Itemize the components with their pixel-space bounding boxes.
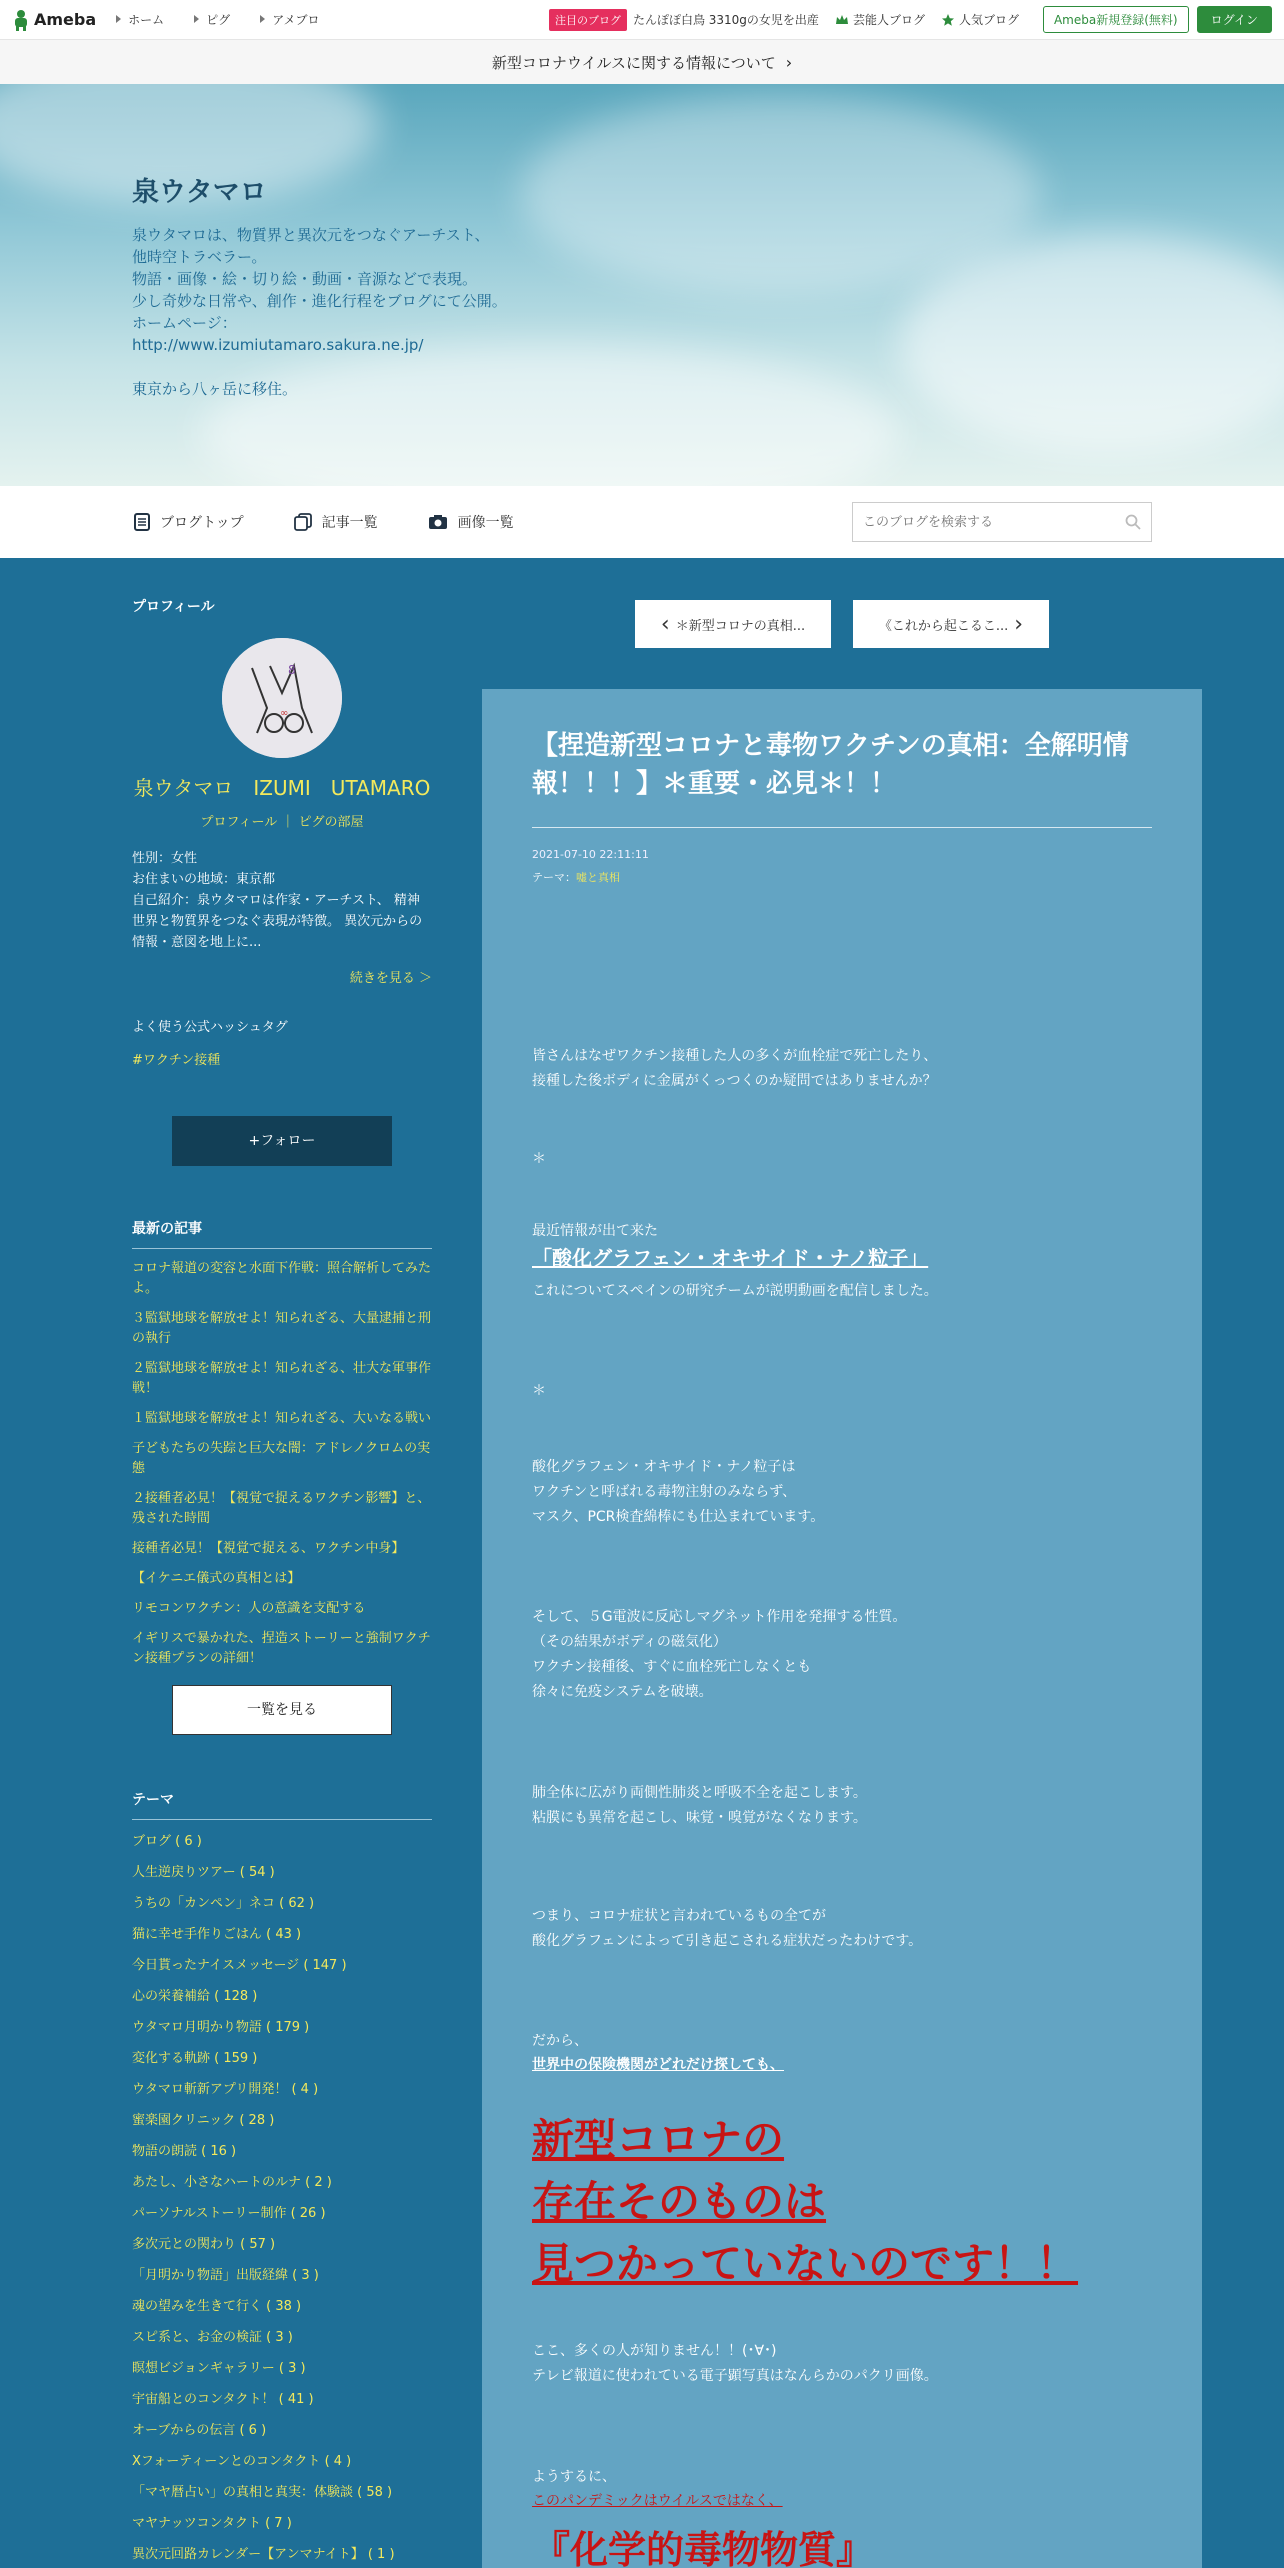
blog-tab-nav <box>0 486 1284 558</box>
article-highlight: 見つかっていないのです！！ <box>532 2239 1079 2288</box>
document-icon <box>134 513 150 531</box>
recent-article-link[interactable]: 子どもたちの失踪と巨大な闇：アドレノクロムの実態 <box>132 1441 431 1476</box>
recent-article-link[interactable]: ３監獄地球を解放せよ！知られざる、大量逮捕と刑の執行 <box>132 1311 432 1346</box>
logo-text: Ameba <box>34 10 97 29</box>
theme-link[interactable]: 人生逆戻りツアー ( 54 ) <box>132 1865 275 1880</box>
tab-image-list[interactable] <box>428 512 514 532</box>
recent-article-link[interactable]: ２接種者必見！【視覚で捉えるワクチン影響】と、残された時間 <box>132 1491 431 1526</box>
article-paragraph: 最近情報が出て来た <box>532 1223 658 1239</box>
covid-info-text: 新型コロナウイルスに関する情報について <box>491 53 776 72</box>
theme-link[interactable]: ウタマロ月明かり物語 ( 179 ) <box>132 2020 310 2035</box>
header-right <box>549 6 1272 33</box>
article-paragraph: ようするに、 <box>532 2469 616 2485</box>
view-all-button[interactable]: 一覧を見る <box>172 1685 392 1735</box>
avatar[interactable] <box>222 638 342 758</box>
recent-article-link[interactable]: ２監獄地球を解放せよ！知られざる、壮大な軍事作戦！ <box>132 1361 432 1396</box>
chevron-left-icon: ‹ <box>660 611 670 637</box>
article-highlight: 存在そのものは <box>532 2177 827 2226</box>
tab-blog-top-label: ブログトップ <box>160 515 244 531</box>
article-date: 2021-07-10 22:11:11 <box>532 848 649 861</box>
theme-link[interactable]: パーソナルストーリー制作 ( 26 ) <box>132 2206 326 2221</box>
article-highlight: 新型コロナの <box>532 2115 785 2164</box>
theme-link[interactable]: Xフォーティーンとのコンタクト ( 4 ) <box>132 2454 352 2469</box>
theme-section-title: テーマ <box>132 1789 432 1820</box>
recent-article-link[interactable]: イギリスで暴かれた、捏造ストーリーと強制ワクチン接種プランの詳細！ <box>132 1631 431 1666</box>
crown-icon <box>835 13 849 27</box>
nav-ameblo[interactable]: アメブロ <box>260 11 319 28</box>
covid-info-bar[interactable] <box>0 40 1284 84</box>
theme-link[interactable]: あたし、小さなハートのルナ ( 2 ) <box>132 2175 332 2190</box>
theme-link[interactable]: 心の栄養補給 ( 128 ) <box>132 1989 258 2004</box>
login-button[interactable]: ログイン <box>1197 6 1272 33</box>
article-paragraph: そして、５G電波に反応しマグネット作用を発揮する性質。 （その結果がボディの磁気化） ワクチン接種後、すぐに血栓死亡しなくとも 徐々に免疫システムを破壊。 <box>532 1609 907 1700</box>
recent-article-link[interactable]: コロナ報道の変容と水面下作戦：照合解析してみたよ。 <box>132 1261 432 1296</box>
star-icon <box>941 13 955 27</box>
camera-icon <box>428 514 448 530</box>
article-title[interactable]: 【捏造新型コロナと毒物ワクチンの真相：全解明情報！！！】＊重要・必見＊！！ <box>532 727 1152 828</box>
sidebar <box>132 596 432 2568</box>
recent-article-link[interactable]: リモコンワクチン：人の意識を支配する <box>132 1601 366 1616</box>
profile-name[interactable]: 泉ウタマロ IZUMI UTAMARO <box>133 776 431 800</box>
recent-article-link[interactable]: １監獄地球を解放せよ！知られざる、大いなる戦い <box>132 1411 432 1426</box>
theme-link[interactable]: 蜜楽園クリニック ( 28 ) <box>132 2113 275 2128</box>
theme-link[interactable]: オーブからの伝言 ( 6 ) <box>132 2423 267 2438</box>
blog-header <box>0 84 1284 486</box>
article-paragraph: ここ、多くの人が知りません！！(･∀･) テレビ報道に使われている電子顕写真はなんらかのパクリ画像。 <box>532 2343 938 2384</box>
tab-blog-top[interactable] <box>134 512 244 532</box>
blog-search-input[interactable] <box>863 515 1125 530</box>
chevron-right-icon: › <box>1014 611 1024 637</box>
global-header <box>0 0 1284 40</box>
signup-button[interactable]: Ameba新規登録(無料) <box>1043 6 1189 33</box>
prev-article-button[interactable] <box>635 600 831 648</box>
article-paragraph: これについてスペインの研究チームが説明動画を配信しました。 <box>532 1283 938 1299</box>
celebrity-blog-link[interactable] <box>835 11 925 28</box>
profile-section-title: プロフィール <box>132 599 215 615</box>
theme-link[interactable]: 瞑想ビジョンギャラリー ( 3 ) <box>132 2361 306 2376</box>
profile-info: 性別：女性 お住まいの地域：東京都 自己紹介：泉ウタマロは作家・アーチスト、 精神世界と物質界をつなぐ表現が特徴。 異次元からの情報・意図を地上に... <box>132 851 423 950</box>
blog-description: 泉ウタマロは、物質界と異次元をつなぐアーチスト、 他時空トラベラー。 物語・画像・絵・切り絵・動画・音源などで表現。 少し奇妙な日常や、創作・進化行程をブログにて公開。 ホームページ： http://www.izumiutamaro.sakura.ne.jp/ 東京から八ヶ岳に移住。 <box>132 226 507 398</box>
copy-icon <box>294 513 312 531</box>
theme-link[interactable]: 「月明かり物語」出版経緯 ( 3 ) <box>132 2268 319 2283</box>
article-highlight: 『化学的毒物物質』 <box>532 2528 875 2568</box>
ameba-logo[interactable] <box>12 9 96 31</box>
featured-link[interactable]: たんぽぽ白鳥 3310gの女児を出産 <box>632 13 819 27</box>
blog-title[interactable]: 泉ウタマロ <box>132 177 267 208</box>
cat-drawing-icon <box>222 638 342 758</box>
tab-article-list-label: 記事一覧 <box>321 515 378 531</box>
theme-link[interactable]: 「マヤ暦占い」の真相と真実：体験談 ( 58 ) <box>132 2485 393 2500</box>
theme-link[interactable]: 魂の望みを生きて行く ( 38 ) <box>132 2299 302 2314</box>
article-theme-link[interactable]: 嘘と真相 <box>576 871 620 884</box>
theme-link[interactable]: 変化する軌跡 ( 159 ) <box>132 2051 258 2066</box>
theme-link[interactable]: 今日貰ったナイスメッセージ ( 147 ) <box>132 1958 347 1973</box>
article-theme-label: テーマ： <box>532 871 576 884</box>
prev-article-label: ＊新型コロナの真相... <box>675 618 806 634</box>
article-theme <box>532 869 1152 885</box>
theme-link[interactable]: うちの「カンペン」ネコ ( 62 ) <box>132 1896 315 1911</box>
article-heading-link[interactable]: 「酸化グラフェン・オキサイド・ナノ粒子」 <box>532 1246 929 1270</box>
svg-text:∞: ∞ <box>280 708 289 719</box>
nav-home[interactable]: ホーム <box>116 11 164 28</box>
popular-label: 人気ブログ <box>958 13 1019 27</box>
article-paragraph: 酸化グラフェン・オキサイド・ナノ粒子は ワクチンと呼ばれる毒物注射のみならず、 マスク、PCR検査綿棒にも仕込まれています。 <box>532 1459 825 1525</box>
recent-articles-list <box>132 1259 432 1669</box>
theme-link[interactable]: ウタマロ斬新アプリ開発！ ( 4 ) <box>132 2082 319 2097</box>
search-icon[interactable] <box>1125 514 1141 530</box>
featured-badge: 注目のブログ <box>549 9 627 31</box>
celebrity-label: 芸能人ブログ <box>852 13 925 27</box>
chevron-right-icon: › <box>785 52 793 72</box>
recent-section-title: 最新の記事 <box>132 1218 432 1249</box>
svg-text:8: 8 <box>288 663 296 677</box>
tab-image-list-label: 画像一覧 <box>457 515 514 531</box>
theme-link[interactable]: 多次元との関わり ( 57 ) <box>132 2237 276 2252</box>
article-paragraph: だから、 <box>532 2033 588 2049</box>
article <box>482 689 1202 2568</box>
hashtag-link[interactable]: #ワクチン接種 <box>132 1053 221 1068</box>
theme-link[interactable]: 猫に幸せ手作りごはん ( 43 ) <box>132 1927 302 1942</box>
popular-blog-link[interactable] <box>941 11 1019 28</box>
tab-article-list[interactable] <box>294 512 378 532</box>
theme-link[interactable]: スピ系と、お金の検証 ( 3 ) <box>132 2330 293 2345</box>
read-more-link[interactable]: 続きを見る ＞ <box>349 971 432 986</box>
article-emphasis: 世界中の保険機関がどれだけ探しても、 <box>532 2057 784 2073</box>
recent-article-link[interactable]: 【イケニエ儀式の真相とは】 <box>132 1571 301 1586</box>
theme-link[interactable]: 異次元回路カレンダー【アンマナイト】 ( 1 ) <box>132 2547 395 2562</box>
global-nav <box>116 11 319 28</box>
article-emphasis: このパンデミックはウイルスではなく、 <box>532 2493 783 2509</box>
theme-link[interactable]: 物語の朗読 ( 16 ) <box>132 2144 237 2159</box>
profile-links[interactable]: プロフィール ｜ ピグの部屋 <box>200 815 364 830</box>
next-article-button[interactable] <box>853 600 1049 648</box>
article-separator: ＊ <box>532 1151 546 1167</box>
cloud-decoration <box>900 234 1284 454</box>
theme-link[interactable]: 宇宙船とのコンタクト！ ( 41 ) <box>132 2392 314 2407</box>
article-paragraph: 肺全体に広がり両側性肺炎と呼吸不全を起こします。 粘膜にも異常を起こし、味覚・嗅覚がなくなります。 <box>532 1785 867 1826</box>
ameba-logo-icon <box>12 9 30 31</box>
follow-button[interactable]: +フォロー <box>172 1116 392 1166</box>
recent-article-link[interactable]: 接種者必見！【視覚で捉える、ワクチン中身】 <box>132 1541 405 1556</box>
theme-link[interactable]: マヤナッツコンタクト ( 7 ) <box>132 2516 292 2531</box>
article-separator: ＊ <box>532 1383 546 1399</box>
article-paragraph: つまり、コロナ症状と言われているもの全てが 酸化グラフェンによって引き起こされる症状だったわけです。 <box>532 1908 923 1949</box>
next-article-label: 《これから起こるこ... <box>878 618 1009 634</box>
article-paragraph: 皆さんはなぜワクチン接種した人の多くが血栓症で死亡したり、 接種した後ボディに金属がくっつくのか疑問ではありませんか？ <box>532 1048 938 1089</box>
theme-link[interactable]: ブログ ( 6 ) <box>132 1834 202 1849</box>
blog-search-box <box>852 502 1152 542</box>
nav-pigg[interactable]: ピグ <box>194 11 230 28</box>
theme-list <box>132 1826 432 2568</box>
hashtag-section-title: よく使う公式ハッシュタグ <box>132 1020 288 1035</box>
